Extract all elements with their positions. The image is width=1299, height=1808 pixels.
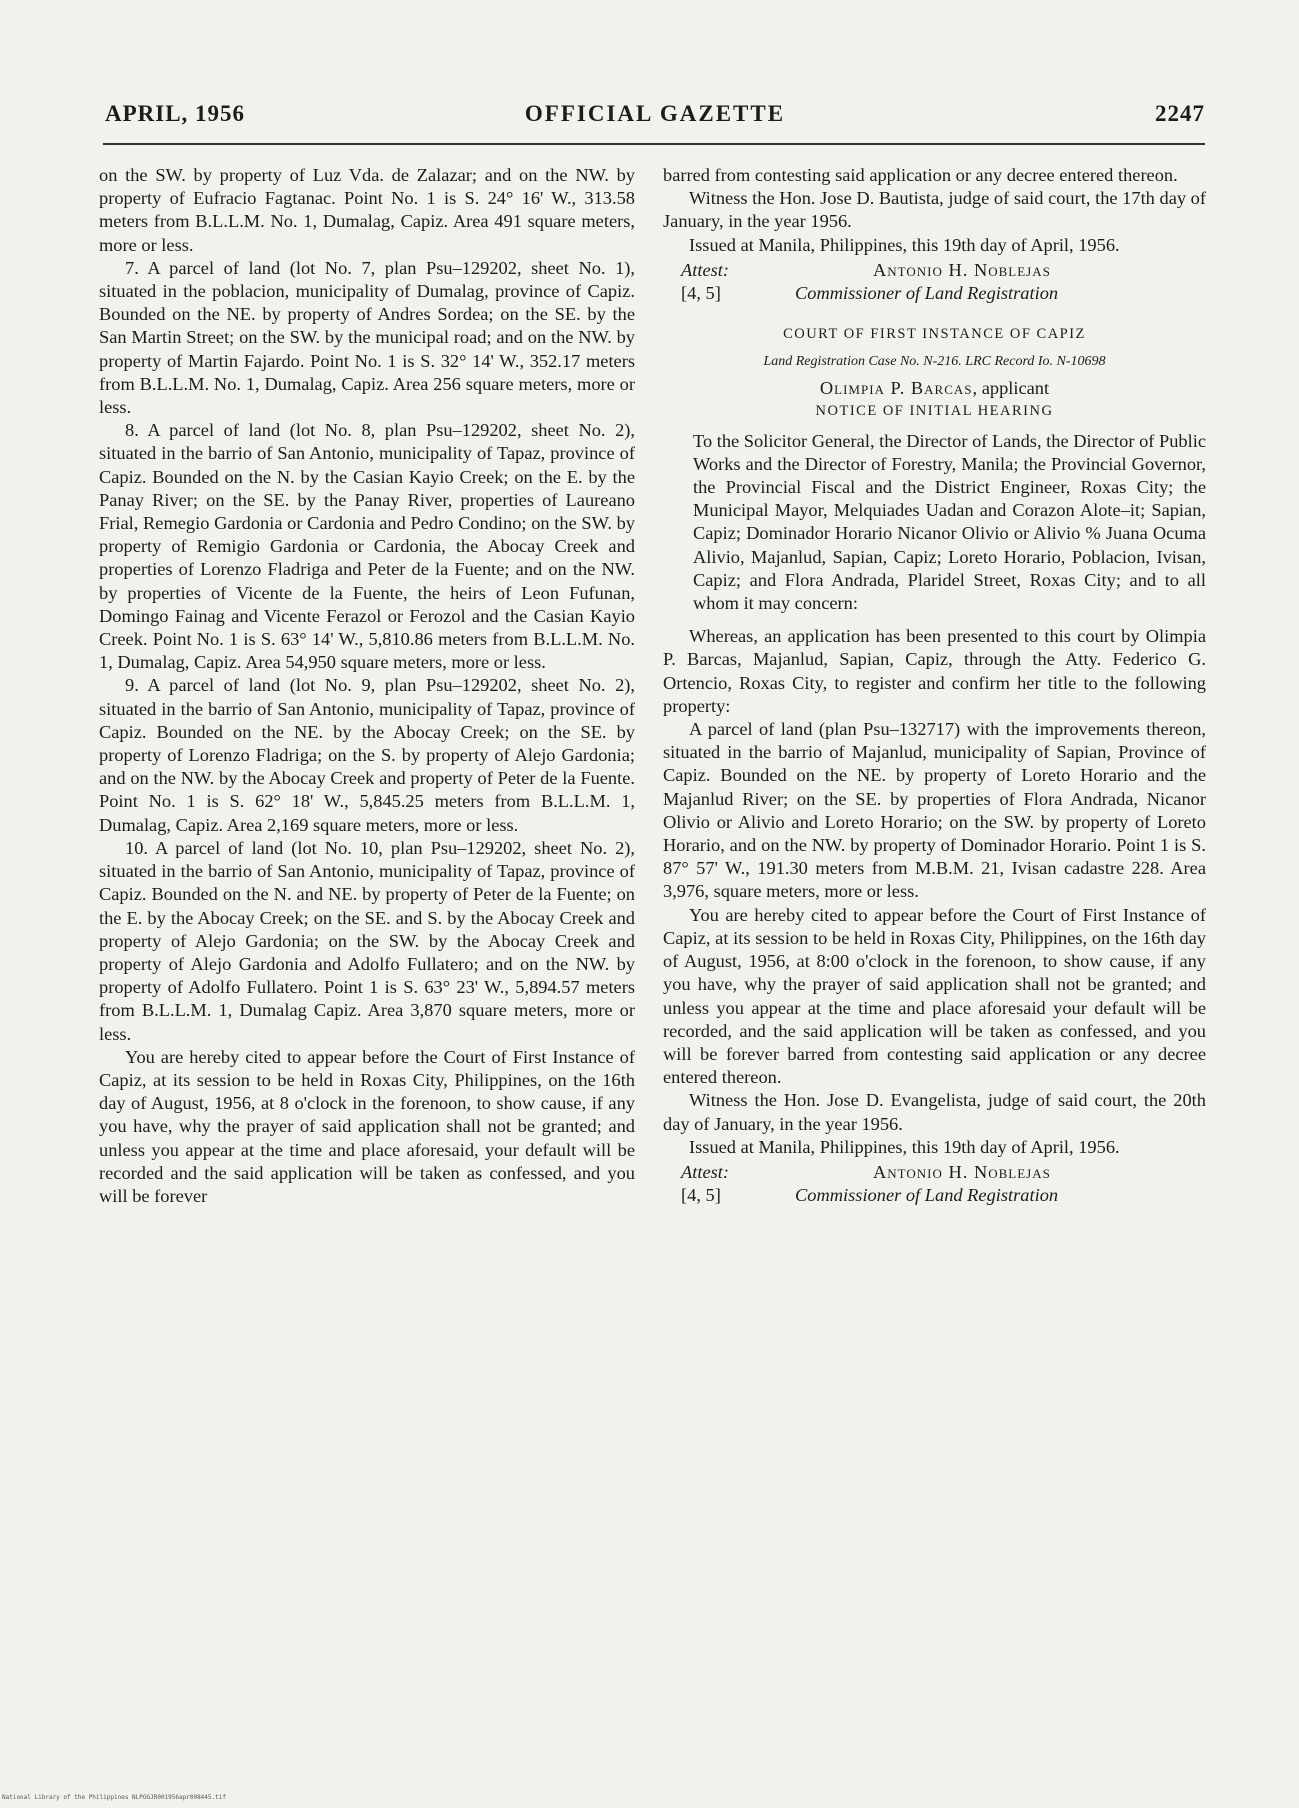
case-text: Land Registration Case No. N-216. LRC Record Io. N-10698 — [763, 354, 1106, 370]
paragraph-lot-7: 7. A parcel of land (lot No. 7, plan Psu–129202, sheet No. 1), situated in the poblacion, municipality of Dumalag, province of Capiz. Bounded on the NE. by property of Andres Sordea; on the SE. by the San Martin Street; on the SW. by the municipal road; and on the NW. by property of Martin Fajardo. Point No. 1 is S. 32° 14' W., 352.17 meters from B.L.L.M. No. 1, Dumalag, Capiz. Area 256 square meters, more or less. — [99, 257, 635, 418]
applicant-name: Olimpia P. Barcas — [819, 378, 973, 399]
publication-title: OFFICIAL GAZETTE — [524, 101, 786, 126]
page-number: 2247 — [1155, 101, 1205, 126]
paragraph: on the SW. by property of Luz Vda. de Zalazar; and on the NW. by property of Eufracio Fagtanac. Point No. 1 is S. 24° 16' W., 313.58 meters from B.L.L.M. No. 1, Dumalag, Capiz. Area 491 square meters, more or less. — [99, 165, 635, 255]
paragraph-witness: Witness the Hon. Jose D. Bautista, judge of said court, the 17th day of January, in the year 1956. — [663, 188, 1206, 232]
court-heading: COURT OF FIRST INSTANCE OF CAPIZ — [783, 325, 1086, 342]
issue-code: [4, 5] — [681, 282, 721, 303]
commissioner-office: Commissioner of Land Registration — [795, 282, 1059, 303]
paragraph-citation: You are hereby cited to appear before the Court of First Instance of Capiz, at its session to be held in Roxas City, Philippines, on the 16th day of August, 1956, at 8 o'clock in the forenoon, to show cause, if any you have, why the prayer of said application shall not be granted; and unless you appear at the time and place aforesaid, your default will be recorded and the said application will be taken as confessed, and you will be forever — [99, 1046, 635, 1206]
applicant-line — [663, 377, 1206, 400]
paragraph-whereas: Whereas, an application has been presented to this court by Olimpia P. Barcas, Majanlud, Sapian, Capiz, through the Atty. Federico G. Ortencio, Roxas City, to register and confirm her title to the following property: — [663, 626, 1206, 716]
paragraph-citation: You are hereby cited to appear before the Court of First Instance of Capiz, at its session to be held in Roxas City, Philippines, on the 16th day of August, 1956, at 8:00 o'clock in the forenoon, to show cause, if any you have, why the prayer of said application shall not be granted; and unless you appear at the time and place aforesaid your default will be recorded, and the said application will be taken as confessed, and you will be forever barred from contesting said application or any decree entered thereon. — [663, 904, 1206, 1088]
header-rule — [103, 143, 1205, 145]
left-column — [99, 164, 635, 1208]
commissioner-name: Antonio H. Noblejas — [873, 1161, 1051, 1182]
paragraph-lot-8: 8. A parcel of land (lot No. 8, plan Psu–129202, sheet No. 2), situated in the barrio of San Antonio, municipality of Tapaz, province of Capiz. Bounded on the N. by the Casian Kayio Creek; on the E. by the Panay River; on the SE. by the Panay River, properties of Laureano Frial, Remegio Gardonia or Cardonia and Pedro Condino; on the SW. by property of Remigio Gardonia or Cardonia, the Abocay Creek and properties of Lorenzo Fladriga and Peter de la Fuente; and on the NW. by properties of Vicente de la Fuente, the heirs of Leon Fufunan, Domingo Fainag and Vicente Ferazol or Ferozol and the Casian Kayio Creek. Point No. 1 is S. 63° 14' W., 5,810.86 meters from B.L.L.M. No. 1, Dumalag, Capiz. Area 54,950 square meters, more or less. — [99, 420, 635, 673]
attestation-block — [663, 1161, 1206, 1207]
paragraph-witness: Witness the Hon. Jose D. Evangelista, judge of said court, the 20th day of January, in the year 1956. — [663, 1090, 1206, 1134]
commissioner-office: Commissioner of Land Registration — [795, 1184, 1059, 1205]
applicant-suffix: , applicant — [972, 378, 1050, 399]
paragraph-lot-10: 10. A parcel of land (lot No. 10, plan Psu–129202, sheet No. 2), situated in the barrio of San Antonio, municipality of Tapaz, province of Capiz. Bounded on the N. and NE. by property of Peter de la Fuente; on the E. by the Abocay Creek; on the SE. and S. by the Abocay Creek and property of Alejo Gardonia; on the SW. by the Abocay Creek and property of Alejo Gardonia and Adolfo Fullatero; and on the NW. by property of Adolfo Fullatero. Point 1 is S. 63° 23' W., 5,894.57 meters from B.L.L.M. 1, Dumalag Capiz. Area 3,870 square meters, more or less. — [99, 837, 635, 1044]
paragraph-issued: Issued at Manila, Philippines, this 19th day of April, 1956. — [689, 234, 1120, 255]
attest-label: Attest: — [681, 259, 730, 280]
case-number — [663, 350, 1206, 373]
right-column — [663, 164, 1206, 1207]
spacer — [663, 615, 1206, 625]
page-header — [105, 101, 1205, 135]
scan-footer: National Library of the Philippines NLPOGJR001956apr008445.tif — [2, 1794, 226, 1801]
paragraph: barred from contesting said application or any decree entered thereon. — [663, 165, 1178, 185]
paragraph-issued: Issued at Manila, Philippines, this 19th day of April, 1956. — [689, 1136, 1120, 1157]
attest-label: Attest: — [681, 1161, 730, 1182]
commissioner-name: Antonio H. Noblejas — [873, 259, 1051, 280]
addressees: To the Solicitor General, the Director of Lands, the Director of Public Works and the Director of Forestry, Manila; the Provincial Governor, the Provincial Fiscal and the District Engineer, Roxas City; the Municipal Mayor, Melquiades Uadan and Corazon Alote–it; Sapian, Capiz; Dominador Horario Nicanor Olivio or Alivio % Juana Ocuma Alivio, Majanlud, Sapian, Capiz; Loreto Horario, Poblacion, Ivisan, Capiz; and Flora Andrada, Plaridel Street, Roxas City; and to all whom it may concern: — [693, 430, 1206, 614]
paragraph-parcel: A parcel of land (plan Psu–132717) with the improvements thereon, situated in the barrio of Majanlud, municipality of Sapian, Province of Capiz. Bounded on the NE. by property of Loreto Horario and the Majanlud River; on the SE. by properties of Flora Andrada, Nicanor Olivio or Alivio and Loreto Horario; on the SW. by property of Loreto Horario, and on the NW. by property of Dominador Horario. Point 1 is S. 87° 57' W., 191.30 meters from M.B.M. 21, Ivisan cadastre 228. Area 3,976, square meters, more or less. — [663, 719, 1206, 902]
paragraph-lot-9: 9. A parcel of land (lot No. 9, plan Psu–129202, sheet No. 2), situated in the barrio of San Antonio, municipality of Tapaz, province of Capiz. Bounded on the NE. by the Abocay Creek; on the SE. by property of Lorenzo Fladriga; on the S. by property of Alejo Gardonia; and on the NW. by the Abocay Creek and property of Peter de la Fuente. Point No. 1 is S. 62° 18' W., 5,845.25 meters from B.L.L.M. 1, Dumalag, Capiz. Area 2,169 square meters, more or less. — [99, 675, 635, 835]
issue-date: APRIL, 1956 — [105, 101, 246, 126]
notice-heading: NOTICE OF INITIAL HEARING — [815, 403, 1054, 420]
attestation-block — [663, 259, 1206, 305]
issue-code: [4, 5] — [681, 1184, 721, 1205]
